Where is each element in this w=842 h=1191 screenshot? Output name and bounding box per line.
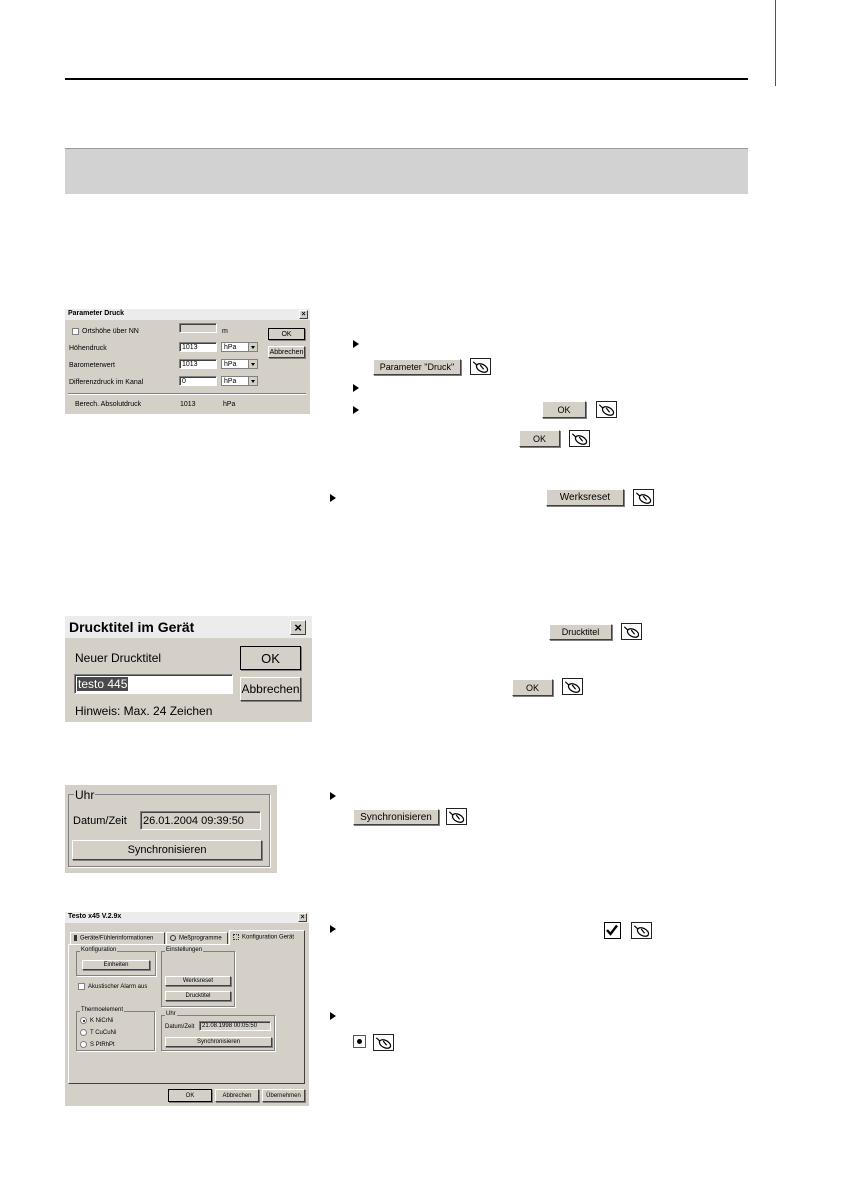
thermo-radio-s[interactable] (80, 1041, 87, 1048)
ortshoehe-field (179, 323, 217, 333)
header-rule (65, 78, 748, 80)
uhr-group-label: Uhr (75, 788, 95, 802)
werksreset-button[interactable]: Werksreset (165, 976, 231, 986)
tab-konfiguration-label: Konfiguration Gerät (242, 934, 295, 941)
ortshoehe-checkbox[interactable] (72, 328, 79, 335)
chevron-down-icon (248, 360, 257, 368)
synchronisieren-button[interactable]: Synchronisieren (72, 840, 262, 860)
bullet-icon (353, 340, 359, 348)
tab-geraete[interactable] (70, 932, 165, 944)
uebernehmen-button[interactable]: Übernehmen (262, 1089, 305, 1102)
dialog-titlebar (65, 309, 310, 320)
chevron-down-icon (248, 377, 257, 385)
section-heading-bar (65, 148, 748, 194)
bullet-icon (330, 494, 336, 502)
testo-window (65, 912, 309, 1106)
differenz-unit-select[interactable] (221, 376, 258, 386)
abbrechen-button[interactable]: Abbrechen (268, 346, 305, 358)
thermo-option-k: K NiCrNi (90, 1018, 114, 1024)
checkbox-checked-icon (604, 922, 621, 939)
mouse-click-icon (596, 401, 617, 418)
uhr-datum-label: Datum/Zeit (73, 815, 127, 827)
differenz-label: Differenzdruck im Kanal (69, 379, 144, 386)
drucktitel-label: Neuer Drucktitel (75, 651, 162, 665)
parameter-druck-button[interactable]: Parameter "Druck" (373, 359, 461, 375)
einheiten-button[interactable]: Einheiten (82, 960, 150, 970)
hoehendruck-field[interactable]: 1013 (179, 342, 217, 352)
akustischer-checkbox[interactable] (78, 983, 85, 990)
konfiguration-label: Konfiguration (81, 947, 117, 953)
uhr-datum-field: 26.01.2004 09:39:50 (140, 811, 261, 830)
absolut-unit: hPa (223, 401, 236, 408)
drucktitel-dialog (65, 616, 312, 722)
crop-mark (775, 0, 776, 86)
differenz-field[interactable]: 0 (179, 376, 217, 386)
uhr-group-label: Uhr (166, 1011, 176, 1017)
uhr-panel (65, 785, 277, 873)
drucktitel-value: testo 445 (78, 677, 128, 691)
tab-messprogramme[interactable] (166, 932, 228, 944)
clock-icon (170, 935, 176, 941)
uhr-datum-label: Datum/Zeit (165, 1024, 195, 1030)
ok-button[interactable]: OK (240, 646, 301, 670)
chevron-down-icon (248, 343, 257, 351)
differenz-unit: hPa (224, 377, 237, 385)
dialog-titlebar (65, 616, 312, 638)
bullet-icon (353, 384, 359, 392)
drucktitel-button[interactable]: Drucktitel (165, 991, 231, 1001)
thermo-radio-t[interactable] (80, 1029, 87, 1036)
tab-messprogramme-label: Meßprogramme (179, 935, 222, 942)
drucktitel-hint: Hinweis: Max. 24 Zeichen (75, 704, 213, 718)
mouse-click-icon (562, 678, 583, 695)
thermoelement-label: Thermoelement (81, 1007, 124, 1013)
akustischer-label: Akustischer Alarm aus (88, 984, 148, 990)
ortshoehe-label: Ortshöhe über NN (82, 328, 139, 335)
bullet-icon (330, 792, 336, 800)
ok-button[interactable]: OK (519, 430, 560, 447)
tab-konfiguration[interactable] (229, 930, 305, 945)
thermo-option-s: S PtRhPt (90, 1042, 115, 1048)
tab-geraete-label: Geräte/Fühlerinformationen (80, 935, 154, 942)
mouse-click-icon (569, 430, 590, 447)
hoehendruck-unit-select[interactable] (221, 342, 258, 352)
bullet-icon (330, 1012, 336, 1020)
device-icon (74, 935, 77, 941)
ok-button[interactable]: OK (512, 679, 553, 696)
mouse-click-icon (470, 358, 491, 375)
abbrechen-button[interactable]: Abbrechen (215, 1089, 259, 1102)
drucktitel-input[interactable] (74, 674, 233, 694)
mouse-click-icon (446, 808, 467, 825)
close-icon[interactable]: × (298, 913, 307, 922)
dialog-title: Parameter Druck (68, 310, 125, 317)
thermo-option-t: T CuCuNi (90, 1030, 117, 1036)
ortshoehe-unit: m (222, 328, 228, 335)
dialog-title: Drucktitel im Gerät (69, 619, 195, 635)
hoehendruck-label: Höhendruck (69, 345, 107, 352)
werksreset-button[interactable]: Werksreset (546, 489, 624, 506)
bullet-icon (330, 925, 336, 933)
ok-button[interactable]: OK (268, 328, 305, 340)
barometer-field[interactable]: 1013 (179, 359, 217, 369)
barometer-unit: hPa (224, 360, 237, 368)
config-icon (233, 934, 239, 940)
synchronisieren-button[interactable]: Synchronisieren (353, 809, 439, 825)
drucktitel-button[interactable]: Drucktitel (549, 624, 612, 640)
einstellungen-label: Einstellungen (166, 947, 203, 953)
window-titlebar (65, 912, 309, 923)
bullet-icon (353, 406, 359, 414)
mouse-click-icon (621, 623, 642, 640)
absolut-label: Berech. Absolutdruck (75, 401, 142, 408)
barometer-label: Barometerwert (69, 362, 115, 369)
window-title: Testo x45 V.2.9x (68, 913, 122, 920)
close-icon[interactable]: × (290, 620, 306, 635)
ok-button[interactable]: OK (542, 401, 586, 418)
radio-selected-icon (353, 1035, 366, 1048)
uhr-datum-field: 21.08.1998 00:05:50 (199, 1021, 271, 1031)
hoehendruck-unit: hPa (224, 343, 237, 351)
dialog-divider (68, 393, 306, 395)
abbrechen-button[interactable]: Abbrechen (240, 677, 301, 701)
close-icon[interactable]: × (299, 310, 308, 319)
ok-button[interactable]: OK (168, 1089, 212, 1102)
mouse-click-icon (633, 489, 654, 506)
mouse-click-icon (631, 922, 652, 939)
absolut-value: 1013 (180, 401, 196, 408)
parameter-druck-dialog (65, 309, 310, 414)
mouse-click-icon (373, 1034, 394, 1051)
synchronisieren-button[interactable]: Synchronisieren (165, 1037, 272, 1047)
barometer-unit-select[interactable] (221, 359, 258, 369)
thermo-radio-k[interactable] (80, 1017, 87, 1024)
